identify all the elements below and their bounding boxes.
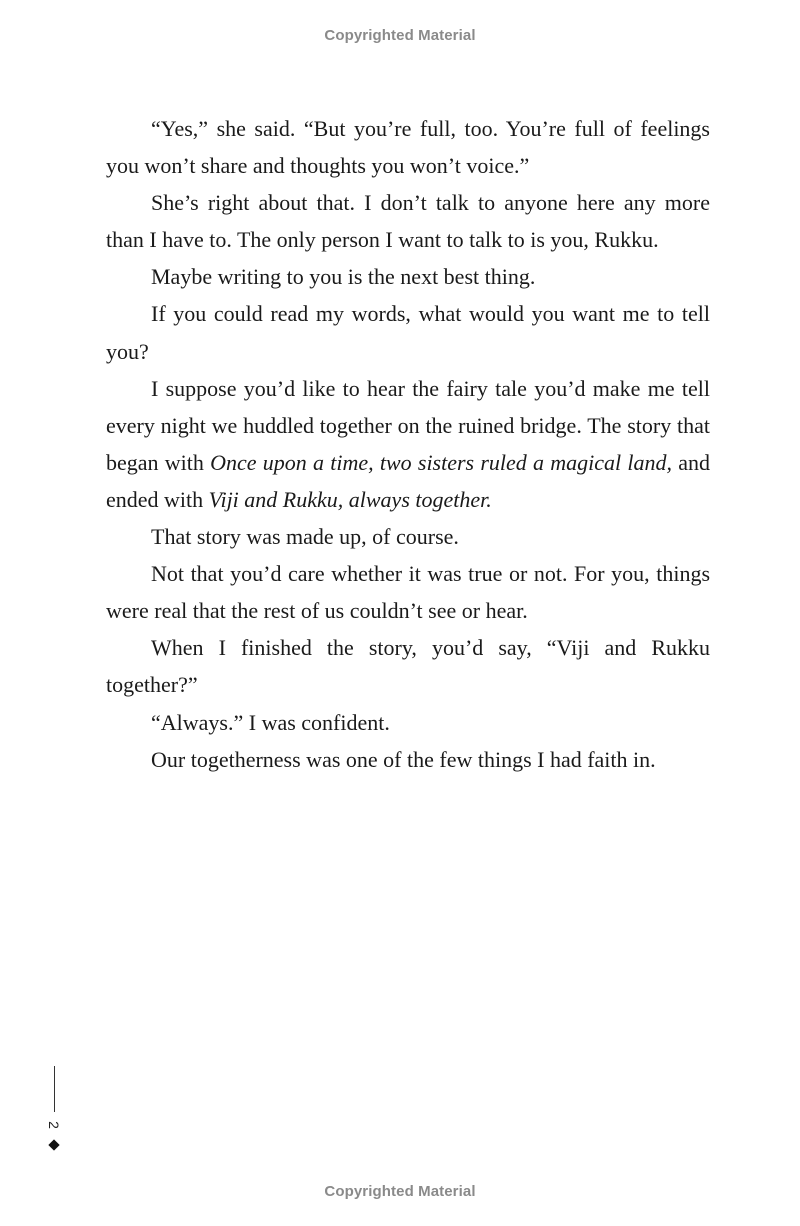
italic-text-run: Once upon a time, two sisters ruled a magical land, [210,449,672,475]
italic-text-run: Viji and Rukku, always together. [208,486,492,512]
text-run: Not that you’d care whether it was true or not. For you, things were real that the rest of us couldn’t see or hear. [106,561,710,624]
diamond-ornament-icon [48,1139,59,1150]
text-run: When I finished the story, you’d say, “Viji and Rukku together?” [106,635,710,698]
text-run: and ended with [106,449,711,512]
paragraph [106,741,710,778]
text-run: She’s right about that. I don’t talk to anyone here any more than I have to. The only person I want to talk to is you, Rukku. [106,190,710,253]
folio-rule [54,1066,55,1112]
text-run: “Always.” I was confident. [151,709,390,735]
page-number: 2 [46,1121,62,1129]
paragraph [106,555,710,629]
text-run: Our togetherness was one of the few things I had faith in. [151,746,656,772]
paragraph [106,629,710,703]
text-run: “Yes,” she said. “But you’re full, too. You’re full of feelings you won’t share and thoughts you won’t voice.” [106,116,710,179]
paragraph [106,258,710,295]
copyright-watermark-top: Copyrighted Material [324,27,476,44]
text-run: That story was made up, of course. [151,524,459,550]
text-run: I suppose you’d like to hear the fairy tale you’d make me tell every night we huddled together on the ruined bridge. The story that began with [106,375,710,475]
copyright-watermark-bottom: Copyrighted Material [324,1183,476,1200]
body-text [106,110,710,778]
paragraph [106,295,710,369]
paragraph [106,370,710,518]
paragraph [106,704,710,741]
paragraph [106,184,710,258]
paragraph [106,110,710,184]
text-run: If you could read my words, what would you want me to tell you? [106,301,710,364]
paragraph [106,518,710,555]
text-run: Maybe writing to you is the next best thing. [151,264,536,290]
